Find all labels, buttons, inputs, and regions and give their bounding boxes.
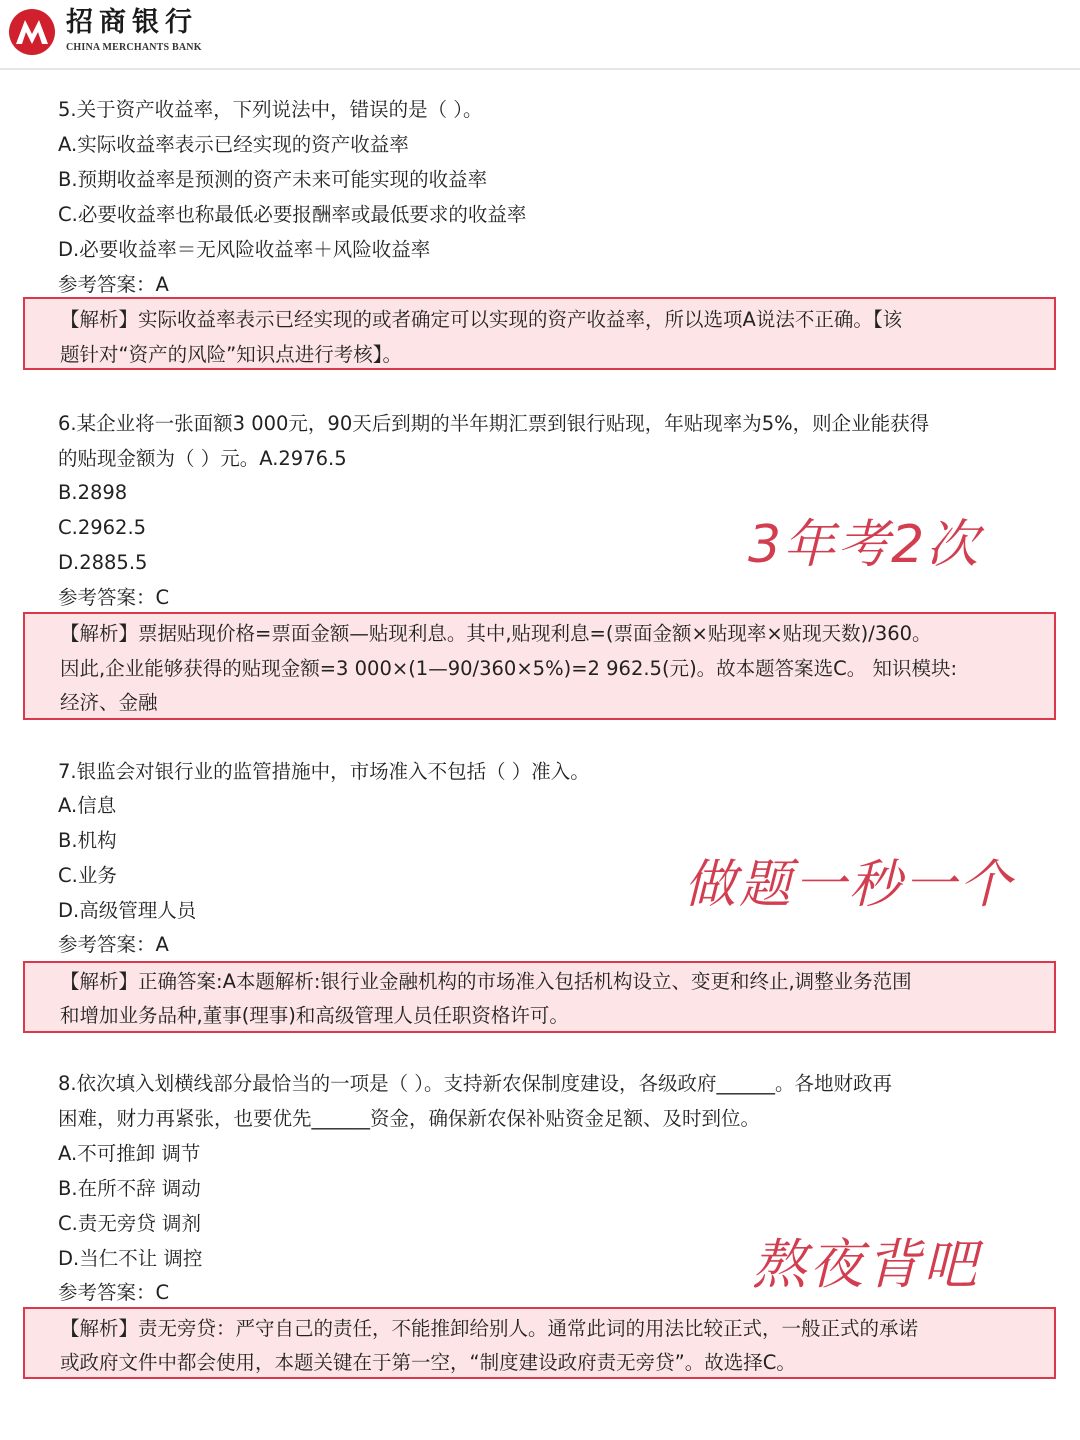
- q8-option-c: C.责无旁贷 调剂: [58, 1212, 202, 1235]
- handwritten-note: 3年考2次: [748, 515, 981, 575]
- q7-question: 7.银监会对银行业的监管措施中，市场准入不包括（ ）准入。: [58, 760, 590, 783]
- q8-answer: 参考答案：C: [58, 1281, 170, 1304]
- q7-answer: 参考答案：A: [58, 933, 169, 956]
- handwritten-note: 做题一秒一个: [684, 855, 1015, 915]
- handwritten-note: 熬夜背吧: [752, 1233, 980, 1296]
- q5-question: 5.关于资产收益率，下列说法中，错误的是（ ）。: [58, 98, 483, 121]
- q7-analysis-line: 和增加业务品种,董事(理事)和高级管理人员任职资格许可。: [60, 1004, 569, 1027]
- q6-question-line: 的贴现金额为（ ）元。A.2976.5: [58, 447, 347, 470]
- q6-option-d: D.2885.5: [58, 551, 148, 574]
- q6-analysis-box: [23, 612, 1056, 720]
- q6-question-line: 6.某企业将一张面额3 000元，90天后到期的半年期汇票到银行贴现，年贴现率为5%，则企业能获得: [58, 412, 930, 435]
- q8-option-a: A.不可推卸 调节: [58, 1142, 201, 1165]
- q6-analysis-line: 经济、金融: [60, 691, 158, 714]
- q6-analysis-line: 因此,企业能够获得的贴现金额=3 000×(1—90/360×5%)=2 962.5(元)。故本题答案选C。 知识模块:: [60, 657, 958, 680]
- cmb-logo-icon: [8, 8, 56, 56]
- bank-name-en: CHINA MERCHANTS BANK: [66, 42, 202, 53]
- q5-analysis-line: 【解析】实际收益率表示已经实现的或者确定可以实现的资产收益率，所以选项A说法不正确。【该: [60, 308, 903, 331]
- q8-question-line: 困难，财力再紧张，也要优先______资金，确保新农保补贴资金足额、及时到位。: [58, 1107, 761, 1130]
- q7-analysis-line: 【解析】正确答案:A本题解析:银行业金融机构的市场准入包括机构设立、变更和终止,调整业务范围: [60, 970, 912, 993]
- q8-question-line: 8.依次填入划横线部分最恰当的一项是（ ）。支持新农保制度建设，各级政府______。各地财政再: [58, 1072, 893, 1095]
- q8-option-d: D.当仁不让 调控: [58, 1247, 203, 1270]
- q8-analysis-line: 或政府文件中都会使用，本题关键在于第一空，“制度建设政府责无旁贷”。故选择C。: [60, 1351, 796, 1374]
- q5-option-a: A.实际收益率表示已经实现的资产收益率: [58, 133, 409, 156]
- q6-answer: 参考答案：C: [58, 586, 170, 609]
- q7-option-d: D.高级管理人员: [58, 899, 197, 922]
- q5-answer: 参考答案：A: [58, 273, 169, 296]
- q8-option-b: B.在所不辞 调动: [58, 1177, 201, 1200]
- q5-option-c: C.必要收益率也称最低必要报酬率或最低要求的收益率: [58, 203, 527, 226]
- q5-option-d: D.必要收益率＝无风险收益率＋风险收益率: [58, 238, 431, 261]
- bank-name-cn: 招商银行: [66, 7, 198, 38]
- q6-option-b: B.2898: [58, 481, 128, 504]
- q5-analysis-box: [23, 297, 1056, 370]
- bank-header: [0, 0, 1080, 70]
- q5-option-b: B.预期收益率是预测的资产未来可能实现的收益率: [58, 168, 488, 191]
- q7-option-a: A.信息: [58, 794, 117, 817]
- q7-option-c: C.业务: [58, 864, 117, 887]
- q7-option-b: B.机构: [58, 829, 117, 852]
- q8-analysis-box: [23, 1307, 1056, 1379]
- q8-analysis-line: 【解析】责无旁贷：严守自己的责任，不能推卸给别人。通常此词的用法比较正式，一般正式的承诺: [60, 1317, 919, 1340]
- q5-analysis-line: 题针对“资产的风险”知识点进行考核】。: [60, 343, 402, 366]
- q7-analysis-box: [23, 961, 1056, 1033]
- q6-option-c: C.2962.5: [58, 516, 147, 539]
- q6-analysis-line: 【解析】票据贴现价格=票面金额—贴现利息。其中,贴现利息=(票面金额×贴现率×贴现天数)/360。: [60, 622, 932, 645]
